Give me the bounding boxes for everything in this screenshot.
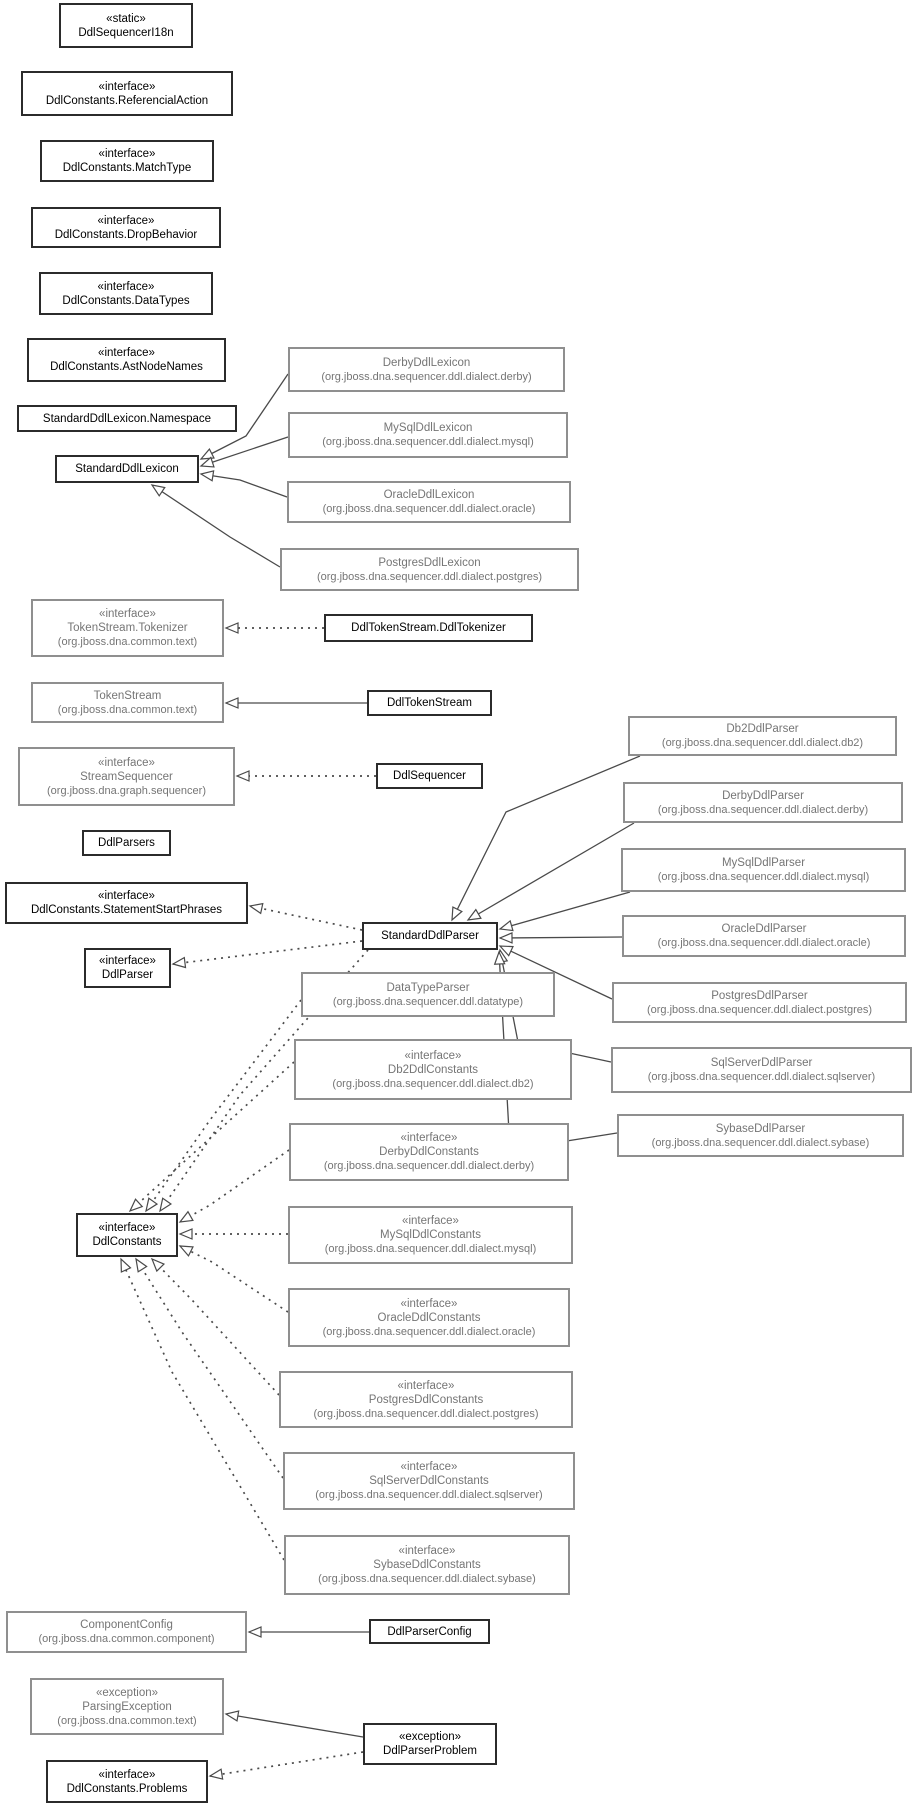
class-box-sqlserverddlconstants[interactable] [283,1452,575,1510]
stereotype-label: «interface» [404,1049,462,1062]
class-name: MySqlDdlConstants [380,1229,481,1241]
class-box-derbyddllexicon[interactable] [288,347,565,392]
stereotype-label: «interface» [400,1132,458,1144]
package-label: (org.jboss.dna.sequencer.ddl.dialect.oracle) [657,937,871,949]
package-label: (org.jboss.dna.sequencer.ddl.dialect.db2) [661,737,864,749]
class-name: DdlConstants.ReferencialAction [45,94,209,107]
class-name: MySqlDdlLexicon [383,422,473,434]
package-label: (org.jboss.dna.common.text) [57,636,198,648]
package-label: (org.jboss.dna.sequencer.ddl.dialect.derby) [321,370,532,383]
class-box-sybaseddlconstants[interactable] [284,1535,570,1595]
package-label: (org.jboss.dna.sequencer.ddl.dialect.mysql) [322,436,534,448]
class-box-ddlconstants-dropbehavior[interactable] [31,207,221,248]
class-box-ddltokenstream-ddltokenizer[interactable] [324,614,533,642]
edge-mysqlddlparser-to-standardddlparser-extends [500,892,630,929]
class-name: StandardDdlLexicon [75,463,179,475]
class-name: DdlParserConfig [387,1625,472,1638]
package-label: (org.jboss.dna.sequencer.ddl.dialect.sybase) [651,1136,870,1149]
package-label: (org.jboss.dna.sequencer.ddl.dialect.oracle) [322,503,536,515]
package-label: (org.jboss.dna.sequencer.ddl.dialect.postgres) [316,570,543,583]
package-label: (org.jboss.dna.common.component) [38,1633,215,1645]
stereotype-label: «interface» [97,280,155,293]
class-box-mysqlddlconstants[interactable] [288,1206,573,1264]
class-name: DataTypeParser [386,981,470,994]
class-name: ParsingException [82,1700,172,1713]
class-name: StandardDdlParser [381,930,479,942]
class-box-oracleddllexicon[interactable] [287,481,571,523]
edge-oracleddllexicon-to-standardddllexicon-extends [201,474,287,497]
class-name: ComponentConfig [80,1619,173,1631]
class-name: PostgresDdlConstants [368,1393,484,1406]
class-box-ddlconstants-astnodenames[interactable] [27,338,226,382]
edge-ddlparserproblem-to-parsingexception-extends [226,1714,363,1737]
class-box-standardddlparser[interactable] [362,922,498,950]
class-box-ddlparsers[interactable] [82,830,171,856]
class-box-ddltokenstream[interactable] [367,690,492,716]
stereotype-label: «interface» [99,608,156,620]
class-box-oracleddlconstants[interactable] [288,1288,570,1347]
class-name: StandardDdlLexicon.Namespace [42,412,212,425]
class-name: DdlConstants.DropBehavior [54,228,198,241]
package-label: (org.jboss.dna.sequencer.ddl.datatype) [332,995,524,1008]
class-name: DdlSequencer [393,770,466,782]
package-label: (org.jboss.dna.sequencer.ddl.dialect.oracle) [322,1325,536,1338]
package-label: (org.jboss.dna.sequencer.ddl.dialect.db2) [332,1077,534,1090]
class-box-postgresddlparser[interactable] [612,982,907,1023]
package-label: (org.jboss.dna.common.text) [57,703,198,716]
package-label: (org.jboss.dna.graph.sequencer) [47,784,206,797]
edge-ddlparserproblem-to-ddlconstants-problems-implements [210,1752,363,1776]
stereotype-label: «interface» [402,1215,459,1227]
class-box-ddl-sequencer-i18n[interactable] [59,3,193,48]
class-name: TokenStream.Tokenizer [67,622,188,634]
class-box-ddlparser[interactable] [84,948,171,988]
class-box-ddlparserconfig[interactable] [369,1619,490,1644]
class-name: DdlConstants.DataTypes [62,294,190,307]
class-box-standardddllexicon[interactable] [55,455,199,483]
class-box-componentconfig[interactable] [6,1611,247,1653]
stereotype-label: «interface» [400,1461,458,1473]
package-label: (org.jboss.dna.common.text) [57,1714,197,1727]
class-box-ddlconstants[interactable] [76,1213,178,1257]
stereotype-label: «interface» [97,214,155,227]
stereotype-label: «interface» [397,1379,455,1392]
edge-sqlserverddlconstants-to-ddlconstants-implements [136,1259,283,1478]
edge-oracleddlconstants-to-ddlconstants-implements [180,1246,288,1312]
package-label: (org.jboss.dna.sequencer.ddl.dialect.derby) [323,1160,535,1172]
class-name: Db2DdlParser [726,723,799,735]
class-name: PostgresDdlLexicon [378,556,481,569]
class-box-tokenstream-tokenizer[interactable] [31,599,224,657]
stereotype-label: «interface» [98,148,156,160]
class-name: SybaseDdlConstants [373,1559,481,1571]
class-name: OracleDdlLexicon [383,489,475,501]
edge-datatypeparser-to-ddlconstants-implements [146,1000,301,1211]
stereotype-label: «interface» [99,955,156,967]
stereotype-label: «interface» [98,756,155,769]
edge-standardddlparser-to-ddlconstants-statementstartphrases-implements [250,906,362,930]
edge-oracleddlparser-to-standardddlparser-extends [500,937,622,938]
class-name: DdlTokenStream.DdlTokenizer [351,622,506,634]
class-name: DdlParser [101,969,154,981]
class-name: DdlSequencerI18n [78,26,174,39]
class-box-derbyddlparser[interactable] [623,782,903,823]
package-label: (org.jboss.dna.sequencer.ddl.dialect.derby) [657,803,869,816]
class-box-db2ddlparser[interactable] [628,716,897,756]
class-name: DdlConstants.StatementStartPhrases [30,904,223,916]
class-box-standardddllexicon-namespace[interactable] [17,405,237,432]
edge-db2ddlconstants-to-ddlconstants-implements [130,1062,294,1211]
class-box-db2ddlconstants[interactable] [294,1039,572,1100]
stereotype-label: «interface» [98,80,156,93]
class-name: SybaseDdlParser [715,1122,806,1135]
edge-postgresddllexicon-to-standardddllexicon-extends [152,485,280,567]
package-label: (org.jboss.dna.sequencer.ddl.dialect.sqlserver) [315,1489,543,1501]
edge-sybaseddlconstants-to-ddlconstants-implements [121,1259,284,1560]
class-name: DerbyDdlLexicon [382,356,471,369]
stereotype-label: «interface» [98,1768,156,1781]
class-name: StreamSequencer [80,770,173,783]
stereotype-label: «interface» [400,1297,458,1310]
class-box-mysqlddllexicon[interactable] [288,412,568,458]
class-box-postgresddllexicon[interactable] [280,548,579,591]
stereotype-label: «static» [106,12,146,25]
edge-mysqlddllexicon-to-standardddllexicon-extends [201,437,288,466]
stereotype-label: «interface» [98,347,155,359]
class-name: DdlConstants.MatchType [62,162,192,174]
class-name: DdlParserProblem [383,1745,477,1757]
class-name: SqlServerDdlParser [710,1057,813,1069]
class-name: DdlTokenStream [386,697,472,709]
class-name: Db2DdlConstants [387,1063,479,1076]
class-box-oracleddlparser[interactable] [622,915,906,957]
class-name: MySqlDdlParser [721,857,806,869]
class-box-parsingexception[interactable] [30,1678,224,1735]
class-name: DdlConstants [92,1236,162,1248]
edge-postgresddlconstants-to-ddlconstants-implements [152,1259,279,1395]
class-name: DerbyDdlParser [722,789,804,802]
stereotype-label: «exception» [398,1731,462,1743]
stereotype-label: «interface» [398,1545,456,1557]
class-name: DerbyDdlConstants [379,1146,479,1158]
class-name: DdlConstants.AstNodeNames [50,361,203,373]
class-box-ddlparserproblem[interactable] [363,1723,497,1765]
class-box-ddlsequencer[interactable] [376,763,483,789]
class-box-tokenstream[interactable] [31,682,224,723]
class-box-ddlconstants-matchtype[interactable] [40,140,214,182]
class-name: PostgresDdlParser [711,989,808,1002]
edge-standardddlparser-to-ddlparser-implements [173,941,362,964]
class-name: SqlServerDdlConstants [369,1475,489,1487]
class-box-postgresddlconstants[interactable] [279,1371,573,1428]
class-box-sqlserverddlparser[interactable] [611,1047,912,1093]
class-name: DdlParsers [98,837,155,849]
package-label: (org.jboss.dna.sequencer.ddl.dialect.mysql) [657,871,870,883]
class-box-ddlconstants-problems[interactable] [46,1760,208,1803]
package-label: (org.jboss.dna.sequencer.ddl.dialect.mysql) [324,1243,537,1255]
class-name: DdlConstants.Problems [66,1782,188,1795]
class-box-mysqlddlparser[interactable] [621,848,906,892]
class-box-datatypeparser[interactable] [301,972,555,1017]
class-name: OracleDdlParser [721,923,807,935]
class-box-ddlconstants-statementstartphrases[interactable] [5,882,248,924]
stereotype-label: «interface» [98,1222,156,1234]
package-label: (org.jboss.dna.sequencer.ddl.dialect.postgres) [313,1407,539,1420]
edge-derbyddlconstants-to-ddlconstants-implements [180,1150,289,1222]
class-box-sybaseddlparser[interactable] [617,1114,904,1157]
class-box-ddlconstants-referencialaction[interactable] [21,71,233,116]
package-label: (org.jboss.dna.sequencer.ddl.dialect.sqlserver) [647,1071,876,1083]
stereotype-label: «exception» [95,1686,159,1699]
package-label: (org.jboss.dna.sequencer.ddl.dialect.postgres) [646,1003,873,1016]
class-name: OracleDdlConstants [377,1311,481,1324]
stereotype-label: «interface» [98,890,155,902]
class-box-streamsequencer[interactable] [18,747,235,806]
class-name: TokenStream [93,689,162,702]
class-box-derbyddlconstants[interactable] [289,1123,569,1181]
class-box-ddlconstants-datatypes[interactable] [39,272,213,315]
package-label: (org.jboss.dna.sequencer.ddl.dialect.sybase) [318,1573,536,1585]
